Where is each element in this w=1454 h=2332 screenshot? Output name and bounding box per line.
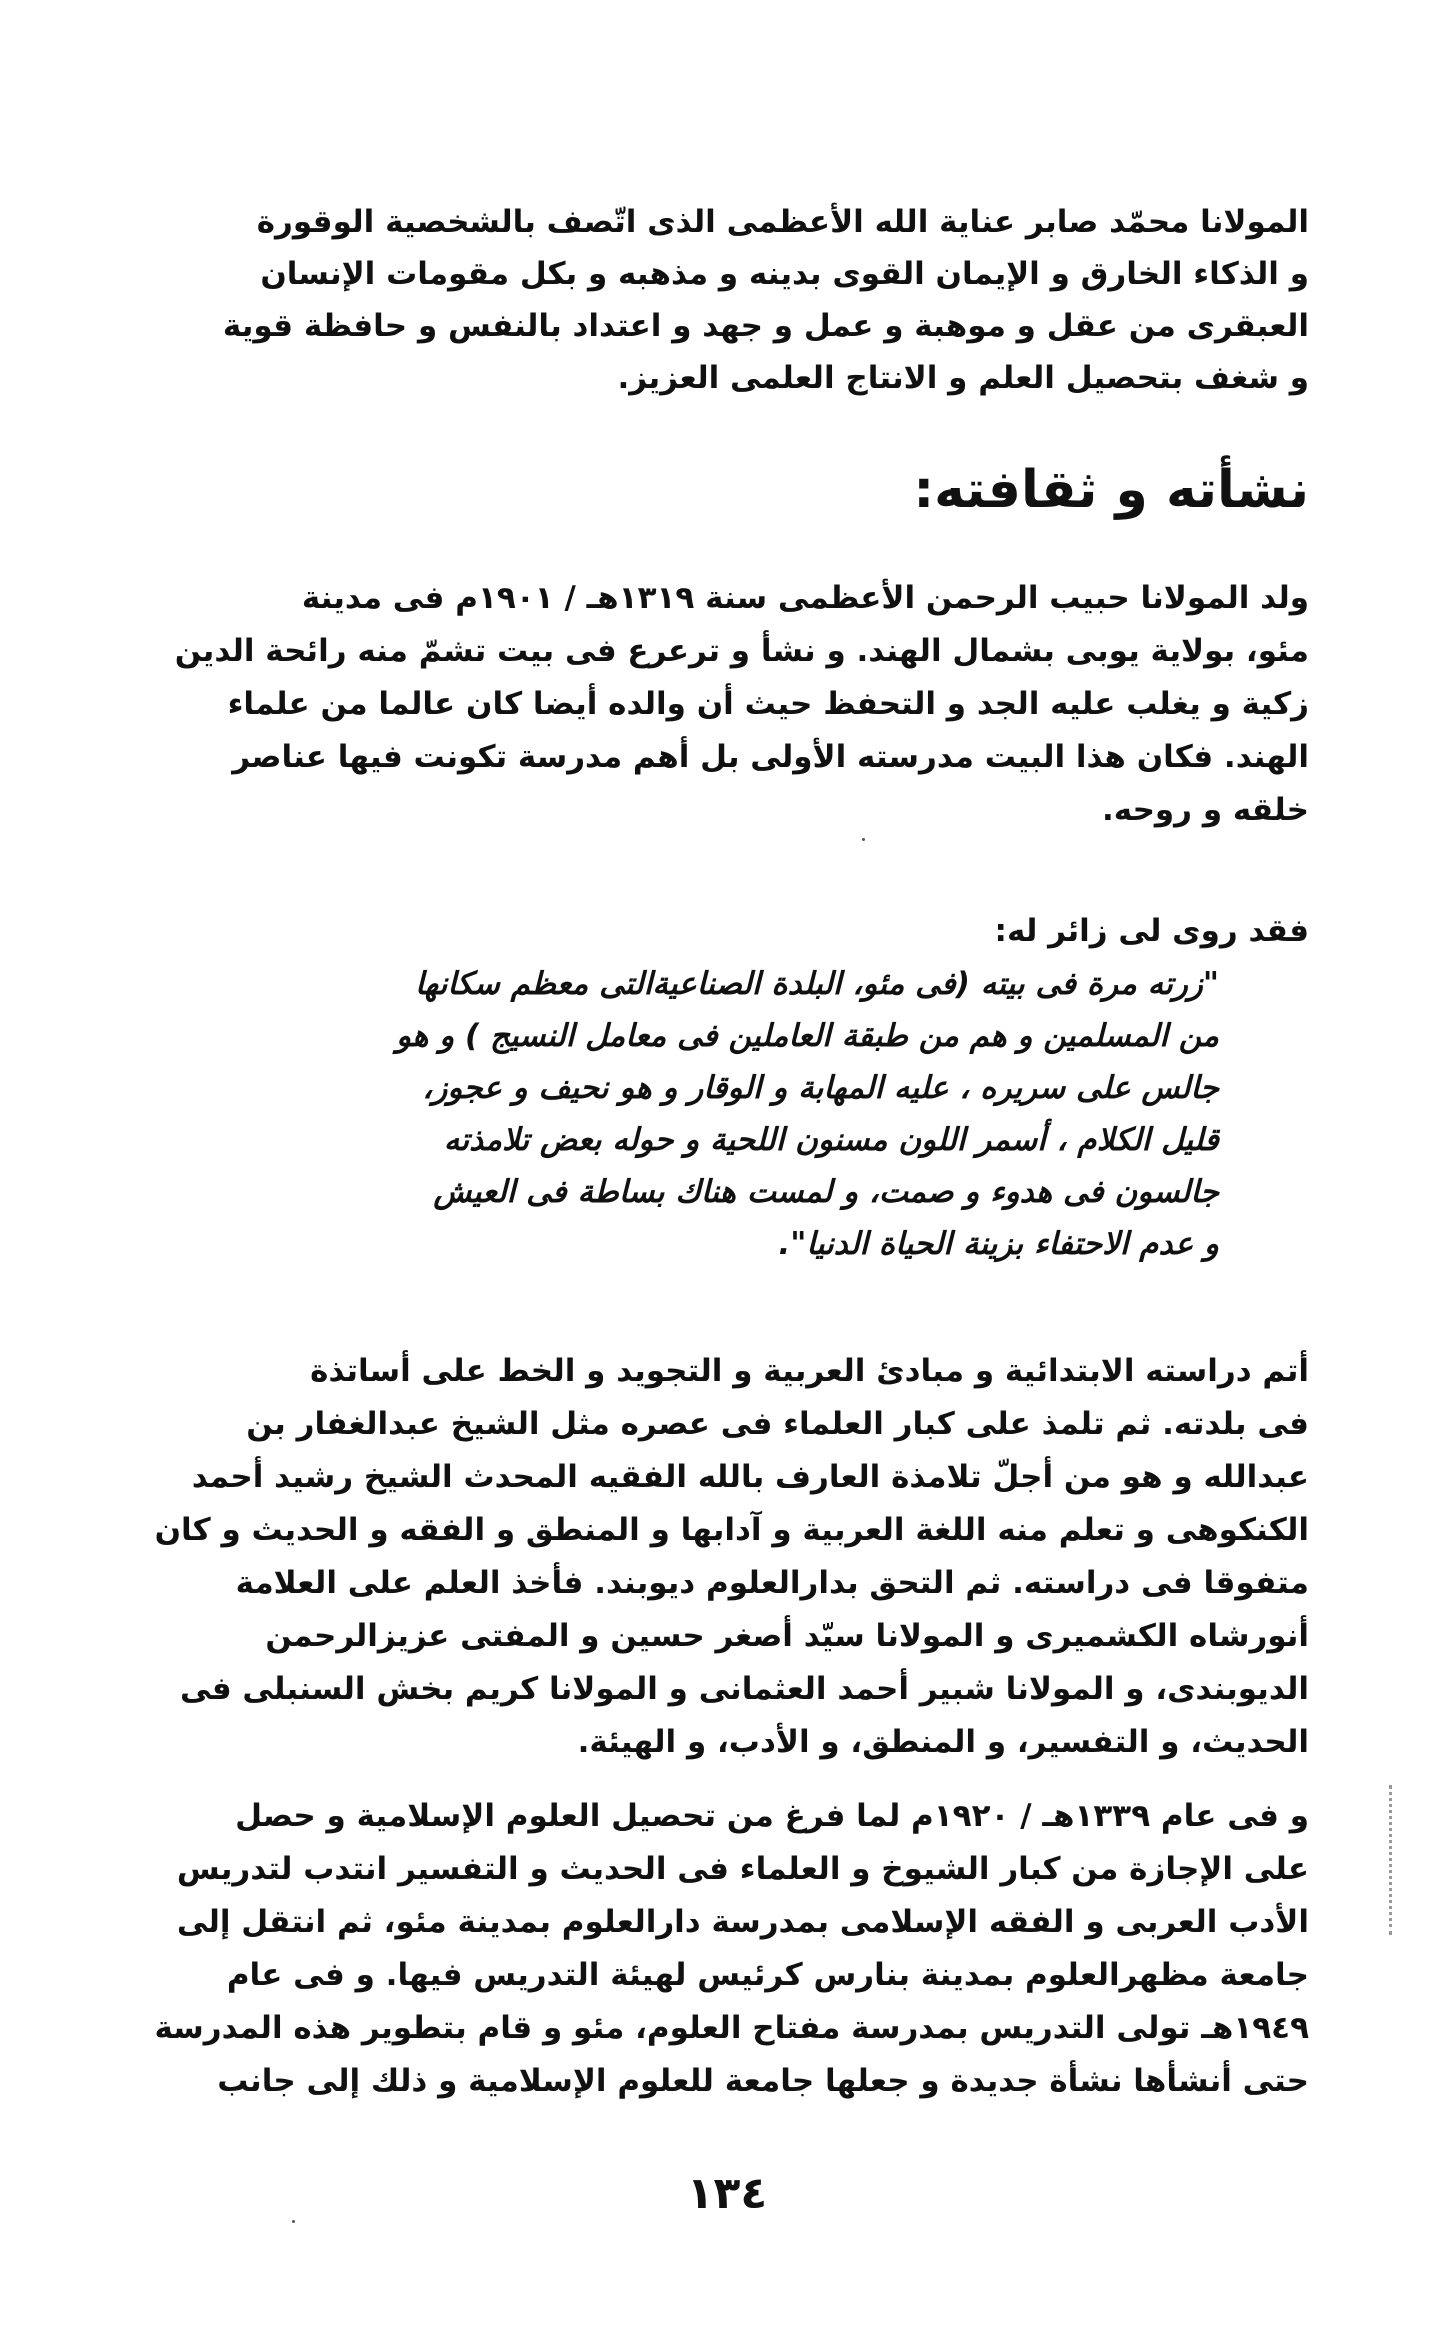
- text-line: على الإجازة من كبار الشيوخ و العلماء فى الحديث و التفسير انتدب لتدريس: [176, 1851, 1309, 1887]
- scan-speck: [292, 2220, 295, 2223]
- birth-paragraph: [149, 572, 1309, 837]
- margin-scan-mark: [1385, 1785, 1392, 1935]
- text-line: و فى عام ١٣٣٩هـ / ١٩٢٠م لما فرغ من تحصيل العلوم الإسلامية و حصل: [235, 1798, 1309, 1834]
- text-line: أتم دراسته الابتدائية و مبادئ العربية و التجويد و الخط على أساتذة: [310, 1353, 1309, 1389]
- quote-line: جالسون فى هدوء و صمت، و لمست هناك بساطة فى العيش: [433, 1174, 1219, 1210]
- text-line: مئو، بولاية يوبى بشمال الهند. و نشأ و ترعرع فى بيت تشمّ منه رائحة الدين: [174, 633, 1309, 669]
- block-quote: [219, 958, 1219, 1270]
- quote-line: "زرته مرة فى بيته (فى مئو، البلدة الصناعيةالتى معظم سكانها: [414, 966, 1219, 1002]
- text-line: خلقه و روحه.: [1102, 792, 1309, 828]
- text-line: العبقرى من عقل و موهبة و عمل و جهد و اعتداد بالنفس و حافظة قوية: [222, 308, 1309, 344]
- text-line: أنورشاه الكشميرى و المولانا سيّد أصغر حسين و المفتى عزيزالرحمن: [265, 1618, 1309, 1654]
- quote-line: من المسلمين و هم من طبقة العاملين فى معامل النسيج ) و هو: [396, 1018, 1219, 1054]
- intro-paragraph: [149, 196, 1309, 404]
- quote-line: و عدم الاحتفاء بزينة الحياة الدنيا".: [778, 1226, 1219, 1262]
- text-line: الأدب العربى و الفقه الإسلامى بمدرسة دارالعلوم بمدينة مئو، ثم انتقل إلى: [176, 1904, 1309, 1940]
- education-paragraph: [149, 1345, 1309, 1769]
- text-line: زكية و يغلب عليه الجد و التحفظ حيث أن والده أيضا كان عالما من علماء: [227, 686, 1309, 722]
- text-line: عبدالله و هو من أجلّ تلامذة العارف بالله الفقيه المحدث الشيخ رشيد أحمد: [191, 1459, 1309, 1495]
- text-line: الديوبندى، و المولانا شبير أحمد العثمانى و المولانا كريم بخش السنبلى فى: [179, 1671, 1309, 1707]
- teaching-paragraph: [149, 1790, 1309, 2108]
- text-line: متفوقا فى دراسته. ثم التحق بدارالعلوم ديوبند. فأخذ العلم على العلامة: [235, 1565, 1309, 1601]
- text-line: جامعة مظهرالعلوم بمدينة بنارس كرئيس لهيئة التدريس فيها. و فى عام: [226, 1957, 1309, 1993]
- text-line: الكنكوهى و تعلم منه اللغة العربية و آدابها و المنطق و الفقه و الحديث و كان: [154, 1512, 1309, 1548]
- text-line: و شغف بتحصيل العلم و الانتاج العلمى العزيز.: [617, 360, 1309, 396]
- section-heading: نشأته و ثقافته:: [913, 460, 1309, 520]
- text-line: و الذكاء الخارق و الإيمان القوى بدينه و مذهبه و بكل مقومات الإنسان: [260, 256, 1309, 292]
- text-line: حتى أنشأها نشأة جديدة و جعلها جامعة للعلوم الإسلامية و ذلك إلى جانب: [217, 2063, 1309, 2099]
- quote-line: قليل الكلام ، أسمر اللون مسنون اللحية و حوله بعض تلامذته: [443, 1122, 1219, 1158]
- text-line: ولد المولانا حبيب الرحمن الأعظمى سنة ١٣١٩هـ / ١٩٠١م فى مدينة: [301, 580, 1309, 616]
- text-line: ١٩٤٩هـ تولى التدريس بمدرسة مفتاح العلوم، مئو و قام بتطوير هذه المدرسة: [154, 2010, 1309, 2046]
- scan-speck: [862, 838, 865, 841]
- quote-intro: [149, 905, 1309, 957]
- text-line: فقد روى لى زائر له:: [994, 913, 1309, 949]
- quote-line: جالس على سريره ، عليه المهابة و الوقار و هو نحيف و عجوز،: [422, 1070, 1219, 1106]
- text-line: المولانا محمّد صابر عناية الله الأعظمى الذى اتّصف بالشخصية الوقورة: [256, 204, 1309, 240]
- text-line: الحديث، و التفسير، و المنطق، و الأدب، و الهيئة.: [577, 1724, 1309, 1760]
- text-line: فى بلدته. ثم تلمذ على كبار العلماء فى عصره مثل الشيخ عبدالغفار بن: [246, 1406, 1309, 1442]
- page-number: ١٣٤: [686, 2168, 768, 2219]
- text-line: الهند. فكان هذا البيت مدرسته الأولى بل أهم مدرسة تكونت فيها عناصر: [232, 739, 1309, 775]
